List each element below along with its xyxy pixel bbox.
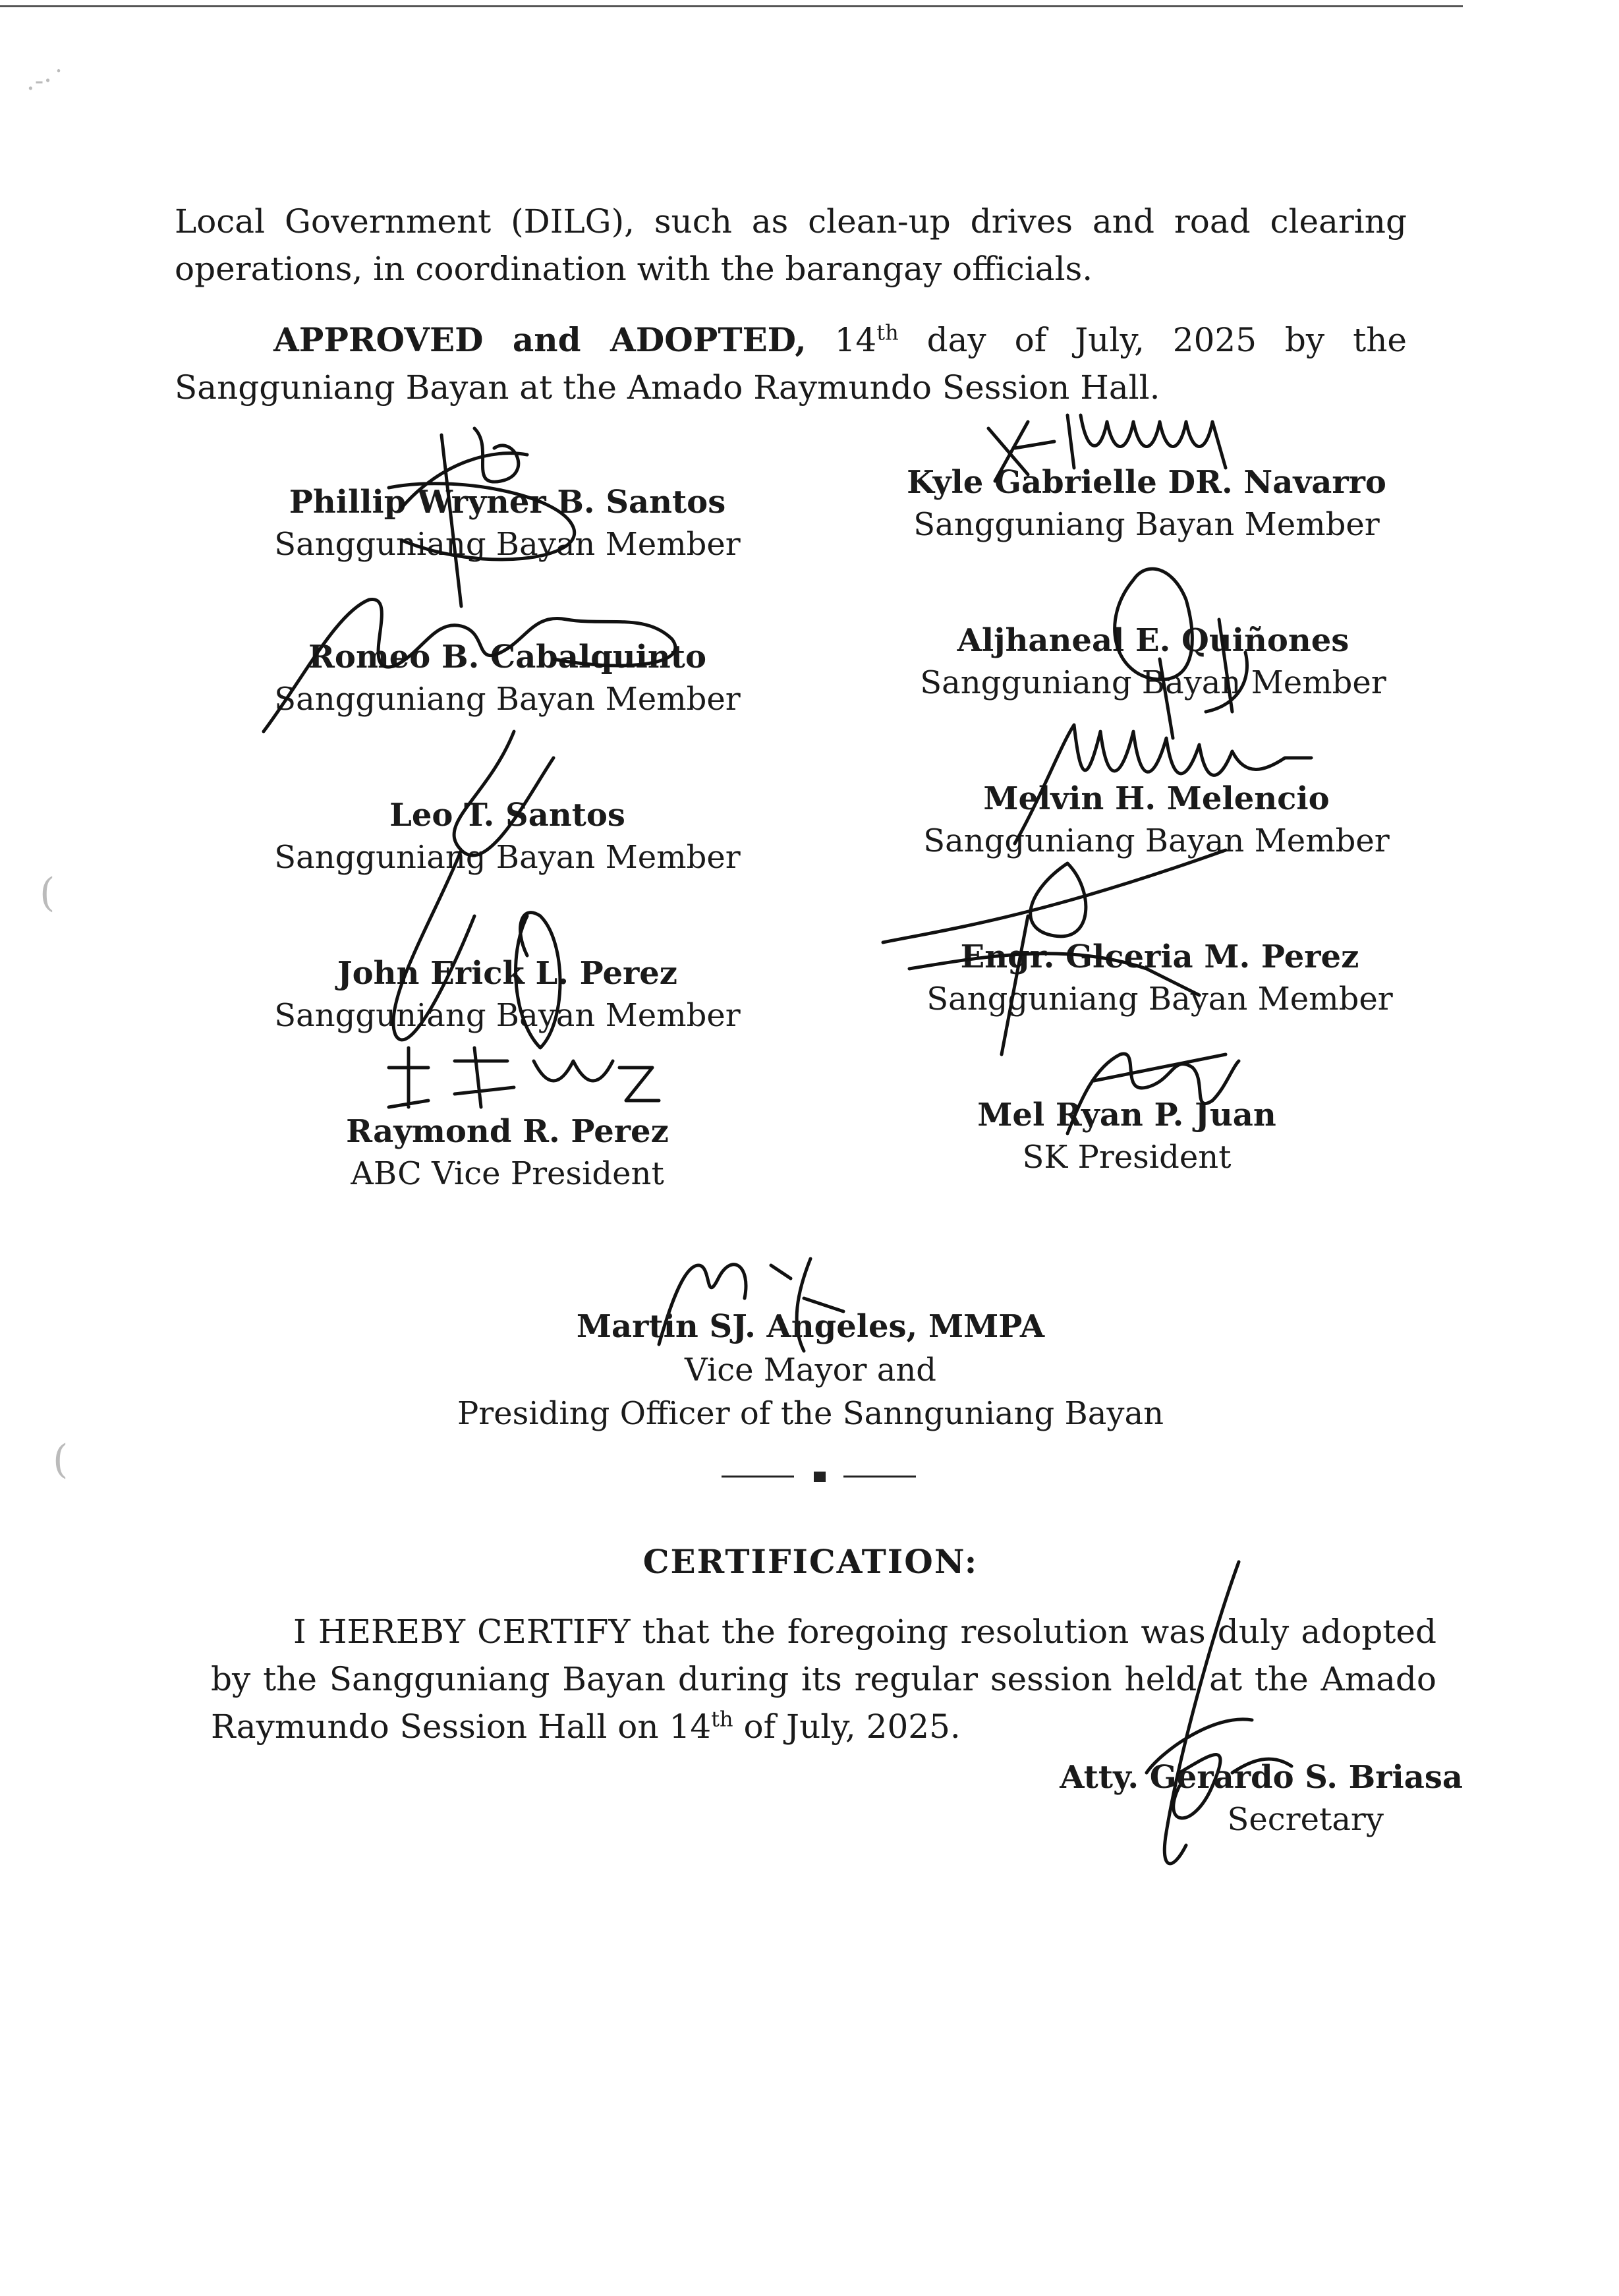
handwritten-signature [975,395,1252,494]
signatory-title: Sangguniang Bayan Member [913,506,1380,543]
handwritten-signature [250,573,698,738]
signatory-title: SK President [1022,1139,1232,1176]
divider-square [814,1472,826,1482]
intro-line-2: operations, in coordination with the barangay officials. [175,250,1093,288]
presiding-officer-block [349,1305,1272,1435]
scan-top-edge [0,5,1463,7]
scan-artifact: ( [53,1437,69,1483]
presiding-officer-title-2: Presiding Officer of the Sannguniang Bayan [457,1395,1164,1432]
handwritten-signature [376,1035,666,1127]
signatory-name: Romeo B. Cabalquinto [308,639,706,675]
signatory-title: Sangguniang Bayan Member [920,664,1386,701]
approval-rest: day of July, 2025 by the Sangguniang Bayan at the Amado Raymundo Session Hall. [175,321,1407,407]
approval-lead: APPROVED and ADOPTED, [273,320,807,359]
certification-text: I HEREBY CERTIFY that the foregoing resolution was duly adopted by the Sangguniang Bayan during its regular session held at the Amado Raymundo Session Hall on [211,1613,1436,1746]
signatory-name: Phillip Wryner B. Santos [289,484,726,521]
signatory-title: Sangguniang Bayan Member [274,681,741,718]
signatory-title: Sangguniang Bayan Member [274,997,741,1034]
signatory-name: Leo T. Santos [389,797,625,834]
scan-artifact: .-·˙ [26,66,65,96]
signatory-title: ABC Vice President [351,1155,664,1192]
presiding-officer-title-1: Vice Mayor and [685,1352,936,1389]
signatory-title: Sangguniang Bayan Member [274,839,741,876]
secretary-block [949,1756,1463,1841]
signatory-name: Kyle Gabrielle DR. Navarro [907,464,1386,501]
certification-tail: of July, 2025. [743,1708,961,1746]
certification-heading: CERTIFICATION: [642,1542,979,1581]
signatory-name: Melvin H. Melencio [983,780,1330,817]
divider-line [722,1476,794,1478]
signatory-title: Sangguniang Bayan Member [274,526,741,563]
signatory-name: Raymond R. Perez [346,1113,669,1150]
handwritten-signature [1002,705,1318,850]
divider-line [843,1476,916,1478]
signatory-name: Mel Ryan P. Juan [977,1097,1276,1134]
certification-paragraph [211,1608,1436,1750]
secretary-name: Atty. Gerardo S. Briasa [1060,1759,1463,1796]
certification-day-suffix: th [711,1706,733,1732]
section-divider [722,1466,919,1486]
presiding-officer-name: Martin SJ. Angeles, MMPA [576,1308,1045,1345]
handwritten-signature [1028,1041,1252,1147]
certification-day: 14 [669,1708,712,1746]
approval-day: 14 [834,321,877,359]
handwritten-signature [870,837,1239,1074]
intro-line-1: Local Government (DILG), such as clean-up drives and road clearing [175,202,1407,241]
signatory-title: Sangguniang Bayan Member [923,822,1390,859]
signatory-name: Engr. Glceria M. Perez [960,938,1359,975]
handwritten-signature [356,718,593,1061]
intro-paragraph [175,198,1407,293]
signatory-name: John Erick L. Perez [337,955,678,992]
signatory-name: Aljhaneal E. Quiñones [957,622,1349,659]
approval-day-suffix: th [876,320,899,345]
signatory-title: Sangguniang Bayan Member [926,981,1393,1018]
secretary-title: Secretary [1227,1801,1384,1838]
scan-artifact: ( [40,870,55,916]
